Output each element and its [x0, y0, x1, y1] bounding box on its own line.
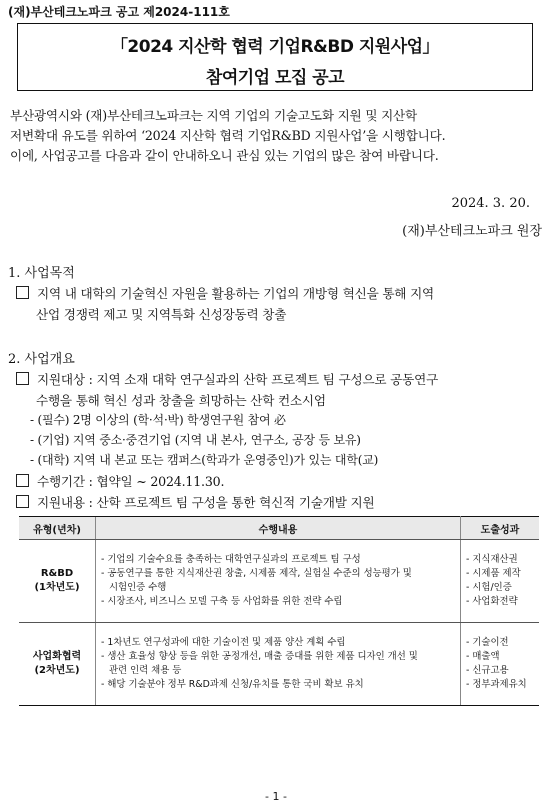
checkbox-icon — [16, 286, 29, 299]
table-row — [19, 540, 539, 623]
table-header: 유형(년차) — [19, 517, 96, 540]
checkbox-icon — [16, 495, 29, 508]
content-line: - 해당 기술분야 정부 R&D과제 신청/유치를 통한 국비 확보 유치 — [101, 679, 364, 691]
page-number: - 1 - — [265, 790, 287, 803]
result-line: - 매출액 — [466, 650, 500, 662]
intro-line: 저변확대 유도를 위하여 ‘2024 지산학 협력 기업R&BD 지원사업’을 시행합니다. — [10, 128, 446, 143]
content-line: - 기업의 기술수요를 충족하는 대학연구실과의 프로젝트 팀 구성 — [101, 553, 361, 565]
intro-paragraph — [10, 106, 542, 166]
purpose-line: 산업 경쟁력 제고 및 지역특화 신성장동력 창출 — [36, 307, 287, 322]
content-line: - 공동연구를 통한 지식재산권 창출, 시제품 제작, 실험실 수준의 성능평가 및 — [101, 567, 412, 579]
result-line: - 사업화전략 — [466, 596, 518, 608]
content-line: - 생산 효율성 향상 등을 위한 공정개선, 매출 증대를 위한 제품 디자인 개선 및 — [101, 650, 418, 662]
purpose-item — [16, 283, 544, 325]
type-year: (1차년도) — [34, 582, 80, 593]
notice-number: (재)부산테크노파크 공고 제2024-111호 — [8, 5, 230, 19]
type-cell — [19, 623, 96, 706]
purpose-line: 지역 내 대학의 기술혁신 자원을 활용하는 기업의 개방형 혁신을 통해 지역 — [37, 286, 434, 301]
target-sub: - (필수) 2명 이상의 (학·석·박) 학생연구원 참여 必 — [30, 413, 286, 427]
table-header-row — [19, 517, 539, 540]
intro-line: 부산광역시와 (재)부산테크노파크는 지역 기업의 기술고도화 지원 및 지산학 — [10, 108, 417, 123]
content-line: 시험인증 수행 — [109, 582, 167, 593]
notice-date: 2024. 3. 20. — [451, 196, 530, 211]
content-line: - 1차년도 연구성과에 대한 기술이전 및 제품 양산 계획 수립 — [101, 636, 346, 648]
content-text: 지원내용 : 산학 프로젝트 팀 구성을 통한 혁신적 기술개발 지원 — [37, 495, 375, 510]
page-subtitle: 참여기업 모집 공고 — [205, 68, 345, 88]
table-header: 수행내용 — [96, 517, 461, 540]
period-text: 수행기간 : 협약일 ~ 2024.11.30. — [37, 474, 225, 489]
content-line: 관련 인력 채용 등 — [109, 665, 182, 676]
result-line: - 지식재산권 — [466, 553, 518, 565]
target-item — [16, 369, 544, 411]
target-line: 수행을 통해 혁신 성과 창출을 희망하는 산학 컨소시엄 — [36, 393, 326, 408]
checkbox-icon — [16, 372, 29, 385]
result-line: - 정부과제유치 — [466, 679, 527, 691]
content-cell — [96, 623, 461, 706]
type-label: 사업화협력 — [32, 650, 82, 662]
page-title: 「2024 지산학 협력 기업R&BD 지원사업」 — [110, 37, 440, 57]
type-label: R&BD — [40, 567, 74, 579]
type-cell — [19, 540, 96, 623]
intro-line: 이에, 사업공고를 다음과 같이 안내하오니 관심 있는 기업의 많은 참여 바랍니다. — [10, 148, 439, 163]
result-cell — [461, 540, 540, 623]
target-line: 지원대상 : 지역 소재 대학 연구실과의 산학 프로젝트 팀 구성으로 공동연구 — [37, 372, 439, 387]
section-heading-purpose: 1. 사업목적 — [8, 266, 75, 281]
table-header: 도출성과 — [461, 517, 540, 540]
section-heading-overview: 2. 사업개요 — [8, 352, 75, 367]
type-year: (2차년도) — [34, 665, 80, 676]
period-item — [16, 471, 544, 492]
result-line: - 신규고용 — [466, 665, 509, 676]
title-box — [17, 23, 533, 91]
content-item — [16, 492, 544, 513]
target-sub: - (기업) 지역 중소·중견기업 (지역 내 본사, 연구소, 공장 등 보유) — [30, 433, 361, 447]
result-cell — [461, 623, 540, 706]
program-table — [19, 516, 539, 706]
checkbox-icon — [16, 474, 29, 487]
result-line: - 기술이전 — [466, 636, 509, 648]
content-line: - 시장조사, 비즈니스 모델 구축 등 사업화를 위한 전략 수립 — [101, 596, 343, 608]
result-line: - 시험/인증 — [466, 582, 512, 593]
result-line: - 시제품 제작 — [466, 567, 521, 579]
table-row — [19, 623, 539, 706]
content-cell — [96, 540, 461, 623]
issuer: (재)부산테크노파크 원장 — [402, 224, 542, 239]
target-sub: - (대학) 지역 내 본교 또는 캠퍼스(학과가 운영중인)가 있는 대학(교) — [30, 453, 379, 467]
